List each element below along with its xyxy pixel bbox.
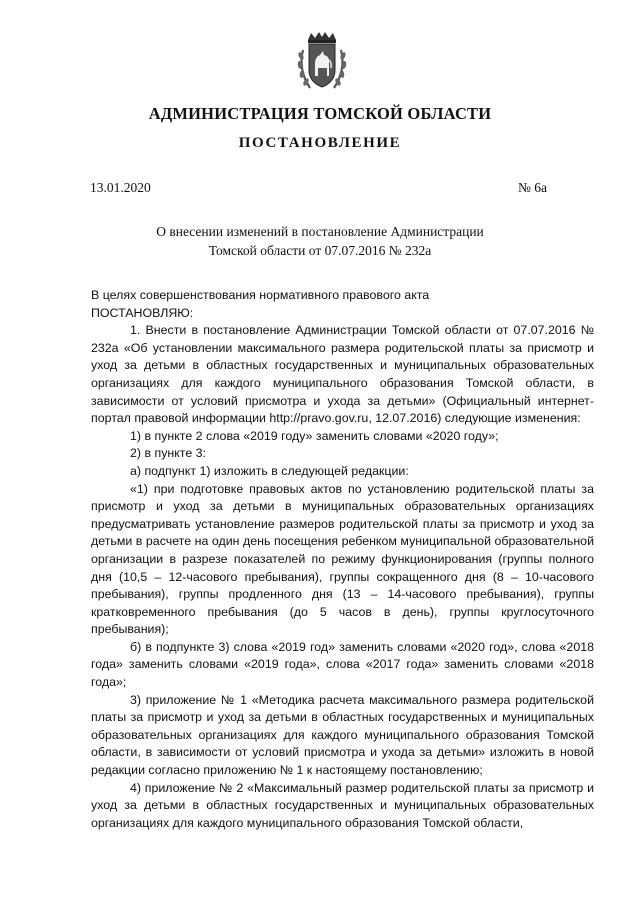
paragraph-1: 1. Внести в постановление Администрации Томской области от 07.07.2016 № 232а «Об установлении максимального размера родительской платы за присмотр и уход за детьми в областных государственных и муниципальных образовательных организациях для каждого муниципального образования Томской области, в зависимости от условий присмотра и ухода за детьми» (Официальный интернет-портал правовой информации http://pravo.gov.ru, 12.07.2016) следующие изменения:	[91, 323, 594, 426]
subitem-a-text: «1) при подготовке правовых актов по установлению родительской платы за присмотр и уход за детьми в муниципальных образовательных организациях предусматривать установление размеров родительской платы за присмотр и уход за детьми в расчете на один день посещения ребенком муниципальной образовательной организации в разрезе показателей по режиму функционирования (группы полного дня (10,5 – 12-часового пребывания), группы сокращенного дня (8 – 10-часового пребывания), группы продленного дня (13 – 14-часового пребывания), группы кратковременного пребывания (до 5 часов в день), группы круглосуточного пребывания);	[91, 481, 594, 637]
organization-title: АДМИНИСТРАЦИЯ ТОМСКОЙ ОБЛАСТИ	[148, 104, 492, 123]
paragraph-1-item-2: 2) в пункте 3:	[130, 446, 206, 461]
document-number: № 6а	[518, 180, 547, 195]
paragraph-1-item-4: 4) приложение № 2 «Максимальный размер родительской платы за присмотр и уход за детьми в областных государственных и муниципальных образовательных организациях для каждого муниципального образования Томской области,	[91, 780, 594, 830]
subject-line-1: О внесении изменений в постановление Администрации	[156, 224, 484, 239]
paragraph-1-item-3: 3) приложение № 1 «Методика расчета максимального размера родительской платы за присмотр и уход за детьми в областных государственных и муниципальных образовательных организациях для каждого муниципального образования Томской области, в зависимости от условий присмотра и ухода за детьми» изложить в новой редакции согласно приложению № 1 к настоящему постановлению;	[91, 692, 594, 778]
document-body	[91, 287, 594, 832]
subitem-b: б) в подпункте 3) слова «2019 год» заменить словами «2020 год», слова «2018 года» заменить словами «2019 года», слова «2017 года» заменить словами «2018 года»;	[91, 639, 594, 690]
subject-line-2: Томской области от 07.07.2016 № 232а	[208, 243, 432, 258]
tomsk-oblast-coat-of-arms-icon	[296, 30, 348, 94]
decree-word: ПОСТАНОВЛЯЮ:	[91, 305, 194, 320]
preamble-paragraph: В целях совершенствования нормативного правового акта	[91, 288, 430, 302]
document-subject	[0, 222, 640, 260]
paragraph-1-item-1: 1) в пункте 2 слова «2019 году» заменить словами «2020 году»;	[130, 428, 499, 443]
document-date: 13.01.2020	[90, 180, 151, 195]
subitem-a: а) подпункт 1) изложить в следующей редакции:	[130, 463, 409, 478]
document-type-heading: ПОСТАНОВЛЕНИЕ	[238, 135, 402, 151]
